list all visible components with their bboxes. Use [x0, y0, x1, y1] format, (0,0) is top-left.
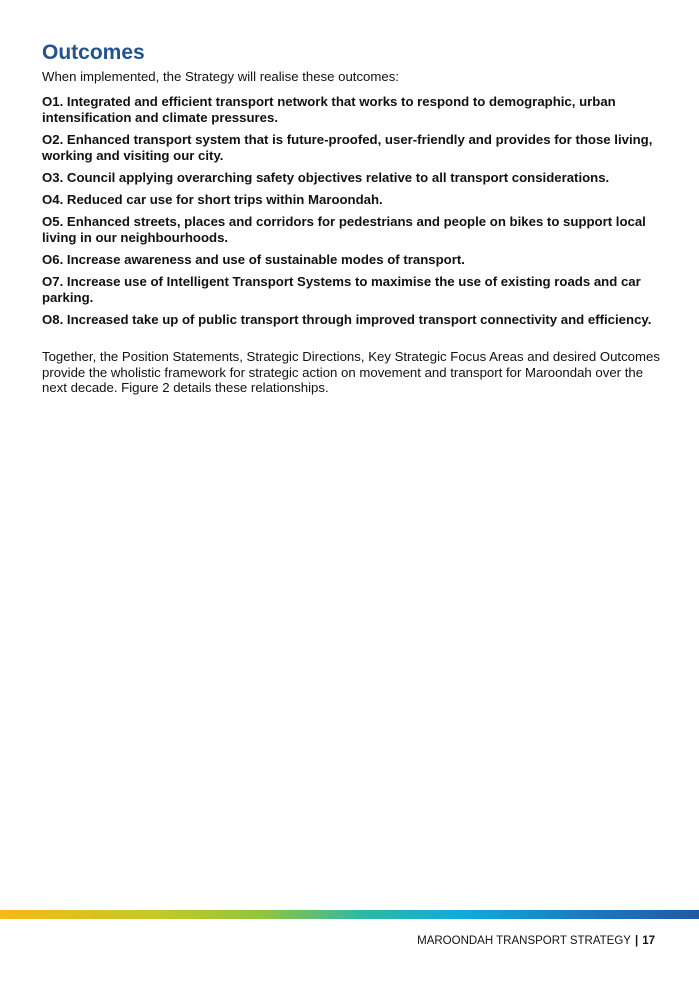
footer-separator: |: [634, 935, 639, 947]
footer-gradient-bar: [0, 910, 699, 919]
closing-paragraph: Together, the Position Statements, Strategic Directions, Key Strategic Focus Areas and desired Outcomes provide the wholistic framework for strategic action on movement and transport for Maroondah over the next decade. Figure 2 details these relationships.: [42, 349, 660, 395]
section-heading: Outcomes: [42, 41, 145, 64]
outcome-item-o1: O1. Integrated and efficient transport network that works to respond to demographic, urban intensification and climate pressures.: [42, 94, 616, 125]
outcome-item-o6: O6. Increase awareness and use of sustainable modes of transport.: [42, 252, 465, 267]
outcome-item-o8: O8. Increased take up of public transport through improved transport connectivity and efficiency.: [42, 312, 652, 327]
outcome-item-o4: O4. Reduced car use for short trips within Maroondah.: [42, 192, 383, 207]
page-footer: [417, 934, 655, 948]
page-number: 17: [642, 935, 655, 947]
outcome-item-o7: O7. Increase use of Intelligent Transport Systems to maximise the use of existing roads and car parking.: [42, 274, 641, 305]
outcome-item-o3: O3. Council applying overarching safety objectives relative to all transport considerations.: [42, 170, 610, 185]
outcome-item-o2: O2. Enhanced transport system that is future-proofed, user-friendly and provides for those living, working and visiting our city.: [42, 132, 653, 163]
outcome-item-o5: O5. Enhanced streets, places and corridors for pedestrians and people on bikes to support local living in our neighbourhoods.: [42, 214, 646, 245]
outcomes-list: [42, 94, 662, 334]
footer-document-title: MAROONDAH TRANSPORT STRATEGY: [417, 935, 631, 947]
intro-paragraph: When implemented, the Strategy will realise these outcomes:: [42, 69, 399, 84]
